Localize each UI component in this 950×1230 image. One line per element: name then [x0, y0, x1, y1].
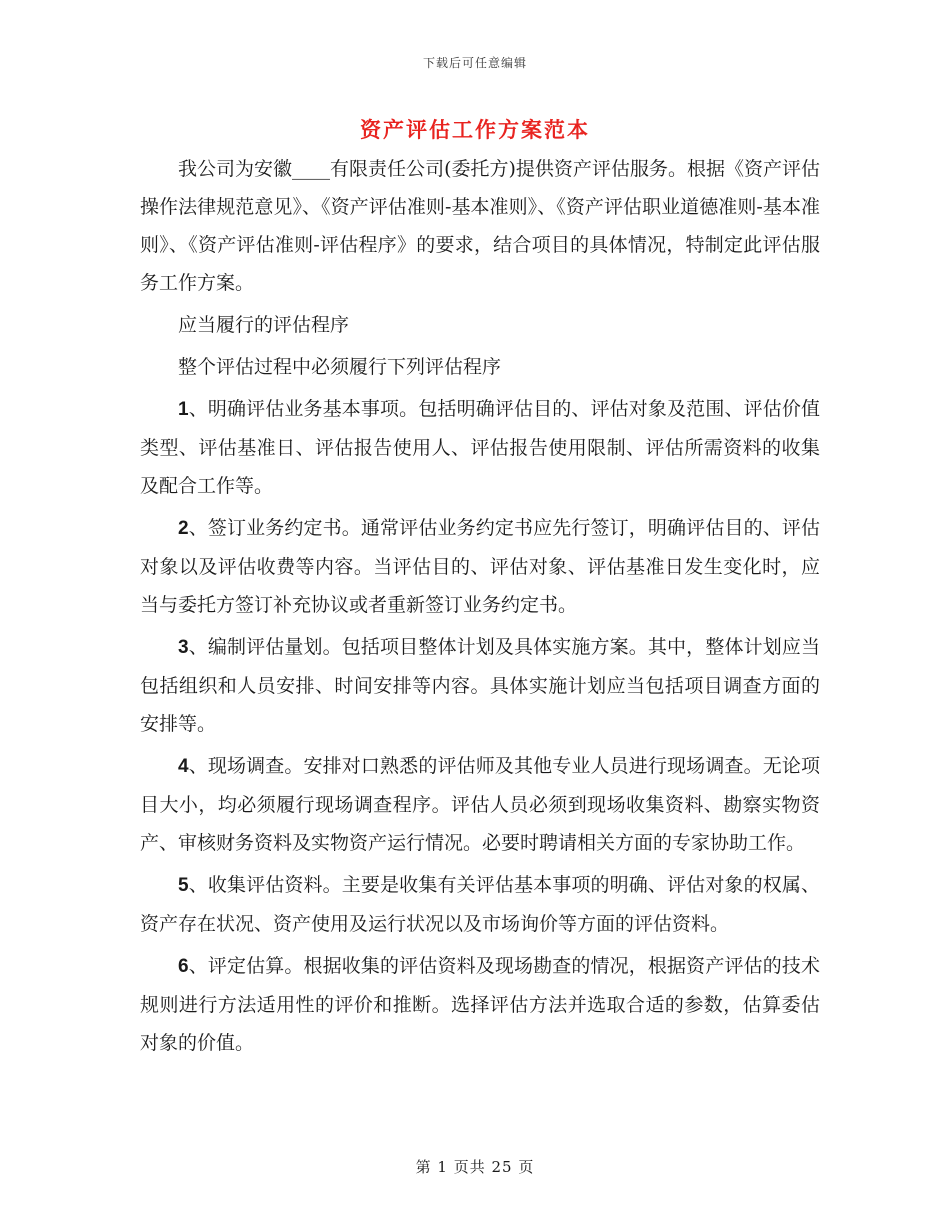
page-number-footer: 第 1 页共 25 页 — [415, 1158, 535, 1176]
paragraph-step-4 — [140, 747, 820, 862]
paragraph-procedures-intro — [140, 348, 820, 386]
paragraph-text: 应当履行的评估程序 — [178, 314, 350, 336]
paragraph-text: 、编制评估量划。包括项目整体计划及具体实施方案。其中，整体计划应当包括组织和人员安排、时间安排等内容。具体实施计划应当包括项目调查方面的安排等。 — [140, 636, 820, 735]
paragraph-step-1 — [140, 390, 820, 505]
paragraph-text: 、明确评估业务基本事项。包括明确评估目的、评估对象及范围、评估价值类型、评估基准日、评估报告使用人、评估报告使用限制、评估所需资料的收集及配合工作等。 — [140, 398, 820, 497]
step-number: 4 — [178, 756, 189, 777]
paragraph-step-3 — [140, 628, 820, 743]
paragraph-step-5 — [140, 866, 820, 943]
paragraph-step-6 — [140, 947, 820, 1062]
page-header-note: 下载后可任意编辑 — [422, 56, 527, 70]
paragraph-procedures-heading — [140, 306, 820, 344]
paragraph-text: 我公司为安徽____有限责任公司(委托方)提供资产评估服务。根据《资产评估操作法律规范意见》、《资产评估准则-基本准则》、《资产评估职业道德准则-基本准则》、《资产评估准则-评估程序》的要求，结合项目的具体情况，特制定此评估服务工作方案。 — [140, 158, 820, 294]
step-number: 2 — [178, 518, 189, 539]
step-number: 1 — [178, 399, 189, 420]
paragraph-text: 、现场调查。安排对口熟悉的评估师及其他专业人员进行现场调查。无论项目大小，均必须履行现场调查程序。评估人员必须到现场收集资料、勘察实物资产、审核财务资料及实物资产运行情况。必要时聘请相关方面的专家协助工作。 — [140, 755, 820, 854]
document-body — [140, 150, 820, 1066]
paragraph-intro — [140, 150, 820, 302]
step-number: 6 — [178, 956, 189, 977]
paragraph-text: 、收集评估资料。主要是收集有关评估基本事项的明确、评估对象的权属、资产存在状况、资产使用及运行状况以及市场询价等方面的评估资料。 — [140, 874, 820, 935]
step-number: 5 — [178, 875, 189, 896]
paragraph-text: 、签订业务约定书。通常评估业务约定书应先行签订，明确评估目的、评估对象以及评估收费等内容。当评估目的、评估对象、评估基准日发生变化时，应当与委托方签订补充协议或者重新签订业务约定书。 — [140, 517, 820, 616]
paragraph-text: 整个评估过程中必须履行下列评估程序 — [178, 356, 502, 378]
paragraph-step-2 — [140, 509, 820, 624]
step-number: 3 — [178, 637, 189, 658]
document-title: 资产评估工作方案范本 — [360, 117, 590, 142]
paragraph-text: 、评定估算。根据收集的评估资料及现场勘查的情况，根据资产评估的技术规则进行方法适用性的评价和推断。选择评估方法并选取合适的参数，估算委估对象的价值。 — [140, 955, 820, 1054]
